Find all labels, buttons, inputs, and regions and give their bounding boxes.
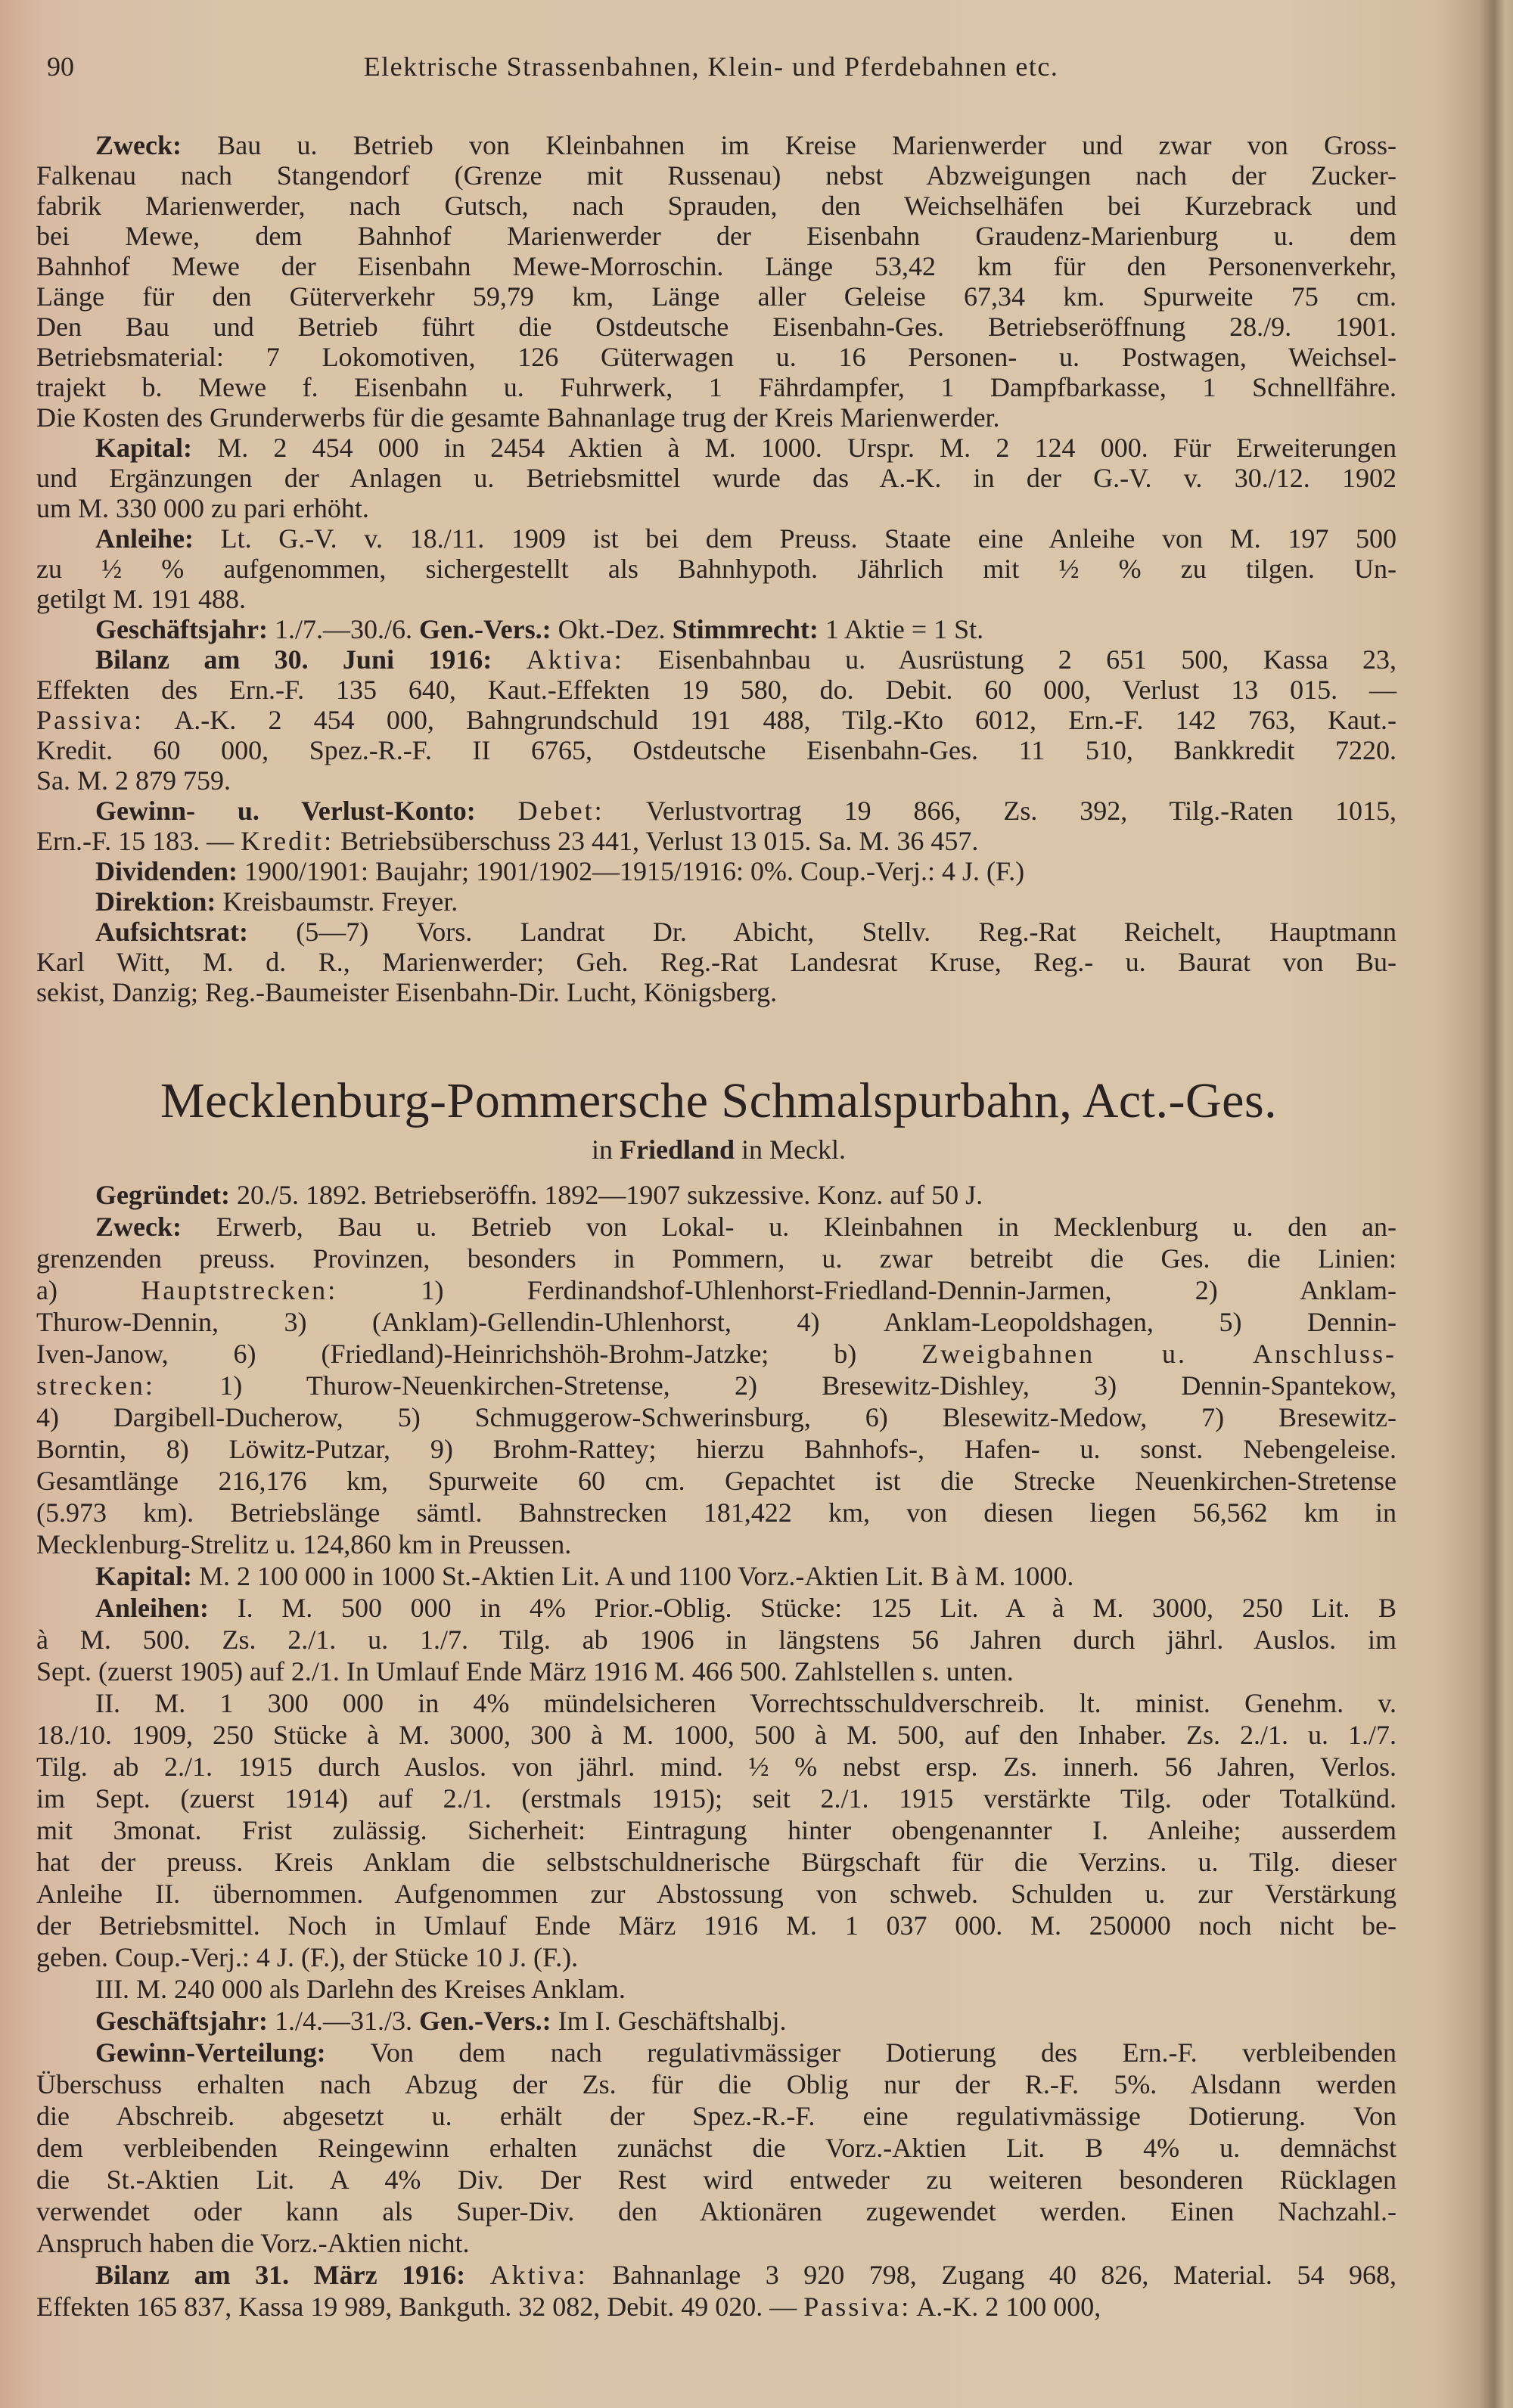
text-line — [36, 1274, 1396, 1306]
text-segment: I. M. 500 000 in 4% Prior.-Oblig. Stücke: 125 Lit. A à M. 3000, 250 Lit. B — [209, 1593, 1396, 1623]
text-segment: M. 2 100 000 in 1000 St.-Aktien Lit. A und 1100 Vorz.-Aktien Lit. B à M. 1000. — [192, 1561, 1074, 1591]
text-segment: Kreisbaumstr. Freyer. — [216, 886, 458, 917]
spaced-label: Debet: — [517, 796, 604, 826]
paragraph — [36, 2005, 1396, 2037]
text-line: 4) Dargibell-Ducherow, 5) Schmuggerow-Schwerinsburg, 6) Blesewitz-Medow, 7) Bresewitz- — [36, 1402, 1396, 1432]
text-line: Anleihe II. übernommen. Aufgenommen zur Abstossung von schweb. Schulden u. zur Verstärkung — [36, 1879, 1396, 1909]
spaced-label: Passiva: — [36, 705, 144, 735]
text-line: getilgt M. 191 488. — [36, 584, 246, 614]
paragraph — [36, 614, 1396, 644]
text-line — [36, 1560, 1396, 1592]
field-label: Gegründet: — [95, 1180, 230, 1210]
paragraph — [36, 1973, 1396, 2005]
field-label: Zweck: — [95, 1212, 182, 1242]
text-line: Tilg. ab 2./1. 1915 durch Auslos. von jährl. mind. ½ % nebst ersp. Zs. innerh. 56 Jahren, Verlos. — [36, 1752, 1396, 1782]
paragraph — [36, 796, 1396, 856]
field-label: Gewinn- u. Verlust-Konto: — [95, 796, 476, 826]
paragraph — [36, 1560, 1396, 1592]
spaced-label: Aktiva: — [489, 2260, 588, 2290]
spaced-label: Kredit: — [241, 826, 334, 856]
text-line: (5.973 km). Betriebslänge sämtl. Bahnstrecken 181,422 km, von diesen liegen 56,562 km in — [36, 1497, 1396, 1528]
text-line: sekist, Danzig; Reg.-Baumeister Eisenbahn-Dir. Lucht, Königsberg. — [36, 977, 778, 1007]
text-line: II. M. 1 300 000 in 4% mündelsicheren Vorrechtsschuldverschreib. lt. minist. Genehm. v. — [95, 1688, 1396, 1718]
text-segment: Im I. Geschäftshalbj. — [551, 2006, 787, 2036]
field-label: Anleihe: — [95, 523, 194, 554]
company-subtitle — [0, 1134, 1437, 1165]
text-line: die Abschreib. abgesetzt u. erhält der Spez.-R.-F. eine regulativmässige Dotierung. Von — [36, 2101, 1396, 2131]
text-line: à M. 500. Zs. 2./1. u. 1./7. Tilg. ab 1906 in längstens 56 Jahren durch jährl. Auslos. im — [36, 1624, 1396, 1655]
field-label: Friedland — [620, 1134, 735, 1165]
text-line — [36, 1179, 1396, 1211]
text-segment: Lt. G.-V. v. 18./11. 1909 ist bei dem Preuss. Staate eine Anleihe von M. 197 500 — [194, 523, 1396, 554]
text-segment: 1900/1901: Baujahr; 1901/1902—1915/1916: 0%. Coup.-Verj.: 4 J. (F.) — [238, 856, 1025, 886]
text-line — [36, 886, 1396, 917]
field-label: Gen.-Vers.: — [418, 614, 551, 644]
text-line — [36, 917, 1396, 947]
text-line: Falkenau nach Stangendorf (Grenze mit Russenau) nebst Abzweigungen nach der Zucker- — [36, 160, 1396, 191]
text-segment: 1./7.—30./6. — [267, 614, 419, 644]
text-line: Sept. (zuerst 1905) auf 2./1. In Umlauf Ende März 1916 M. 466 500. Zahlstellen s. unten. — [36, 1656, 1014, 1687]
text-segment: Bau u. Betrieb von Kleinbahnen im Kreise Marienwerder und zwar von Gross- — [181, 130, 1396, 160]
text-segment: a) — [36, 1275, 141, 1305]
text-line: Thurow-Dennin, 3) (Anklam)-Gellendin-Uhlenhorst, 4) Anklam-Leopoldshagen, 5) Dennin- — [36, 1307, 1396, 1337]
text-line: hat der preuss. Kreis Anklam die selbstschuldnerische Bürgschaft für die Verzins. u. Tilg. dieser — [36, 1847, 1396, 1877]
text-segment — [465, 2260, 490, 2290]
text-segment: in — [591, 1134, 620, 1165]
text-line: mit 3monat. Frist zulässig. Sicherheit: Eintragung hinter obengenannter I. Anleihe; ausserdem — [36, 1815, 1396, 1845]
text-segment: Okt.-Dez. — [551, 614, 673, 644]
text-line: 18./10. 1909, 250 Stücke à M. 3000, 300 à M. 1000, 500 à M. 500, auf den Inhaber. Zs. 2./1. u. 1./7. — [36, 1720, 1396, 1750]
text-line: Borntin, 8) Löwitz-Putzar, 9) Brohm-Rattey; hierzu Bahnhofs-, Hafen- u. sonst. Nebengeleise. — [36, 1434, 1396, 1464]
text-line: Karl Witt, M. d. R., Marienwerder; Geh. Reg.-Rat Landesrat Kruse, Reg.- u. Baurat von Bu- — [36, 947, 1396, 977]
field-label: Zweck: — [95, 130, 182, 160]
spaced-label: Hauptstrecken: — [141, 1275, 338, 1305]
text-segment: 1) Ferdinandshof-Uhlenhorst-Friedland-Dennin-Jarmen, 2) Anklam- — [337, 1275, 1397, 1305]
text-segment: Betriebsüberschuss 23 441, Verlust 13 015. Sa. M. 36 457. — [334, 826, 979, 856]
text-segment: Von dem nach regulativmässiger Dotierung des Ern.-F. verbleibenden — [325, 2037, 1396, 2068]
text-line — [36, 614, 1396, 644]
text-line — [36, 2259, 1396, 2291]
text-line — [36, 2291, 1396, 2323]
field-label: Gen.-Vers.: — [418, 2006, 551, 2036]
text-line: Mecklenburg-Strelitz u. 124,860 km in Preussen. — [36, 1529, 572, 1559]
field-label: Dividenden: — [95, 856, 238, 886]
text-line: geben. Coup.-Verj.: 4 J. (F.), der Stücke 10 J. (F.). — [36, 1942, 579, 1972]
text-line: bei Mewe, dem Bahnhof Marienwerder der Eisenbahn Graudenz-Marienburg u. dem — [36, 221, 1396, 251]
text-segment — [492, 644, 526, 675]
text-line: im Sept. (zuerst 1914) auf 2./1. (erstmals 1915); seit 2./1. 1915 verstärkte Tilg. oder Totalkünd. — [36, 1783, 1396, 1814]
spaced-label: Zweigbahnen u. Anschluss- — [921, 1339, 1396, 1369]
text-line — [36, 1370, 1396, 1401]
text-segment — [476, 796, 518, 826]
text-line: Überschuss erhalten nach Abzug der Zs. für die Oblig nur der R.-F. 5%. Alsdann werden — [36, 2069, 1396, 2099]
text-line: Betriebsmaterial: 7 Lokomotiven, 126 Güterwagen u. 16 Personen- u. Postwagen, Weichsel- — [36, 342, 1396, 372]
text-line: fabrik Marienwerder, nach Gutsch, nach Sprauden, den Weichselhäfen bei Kurzebrack und — [36, 191, 1396, 221]
text-line: dem verbleibenden Reingewinn erhalten zunächst die Vorz.-Aktien Lit. B 4% u. demnächst — [36, 2133, 1396, 2163]
paragraph — [36, 130, 1396, 433]
company-entry-mecklenburg-pommersche — [36, 1179, 1396, 2323]
paragraph — [36, 917, 1396, 1007]
text-line: Länge für den Güterverkehr 59,79 km, Länge aller Geleise 67,34 km. Spurweite 75 cm. — [36, 281, 1396, 312]
text-segment: M. 2 454 000 in 2454 Aktien à M. 1000. Urspr. M. 2 124 000. Für Erweiterungen — [192, 433, 1396, 463]
paragraph — [36, 886, 1396, 917]
text-segment: Iven-Janow, 6) (Friedland)-Heinrichshöh-Brohm-Jatzke; b) — [36, 1339, 922, 1369]
text-segment: in Meckl. — [735, 1134, 846, 1165]
text-line: die St.-Aktien Lit. A 4% Div. Der Rest wird entweder zu weiteren besonderen Rücklagen — [36, 2164, 1396, 2195]
paragraph — [36, 1592, 1396, 1687]
text-line — [36, 433, 1396, 463]
text-line: verwendet oder kann als Super-Div. den Aktionären zugewendet werden. Einen Nachzahl.- — [36, 2196, 1396, 2226]
paragraph — [36, 644, 1396, 796]
text-line — [36, 130, 1396, 160]
page-number: 90 — [47, 51, 74, 82]
field-label: Gewinn-Verteilung: — [95, 2037, 326, 2068]
company-title: Mecklenburg-Pommersche Schmalspurbahn, Act.-Ges. — [160, 1073, 1278, 1128]
field-label: Aufsichtsrat: — [95, 917, 248, 947]
paragraph — [36, 1687, 1396, 1973]
field-label: Kapital: — [95, 433, 193, 463]
running-title: Elektrische Strassenbahnen, Klein- und Pferdebahnen etc. — [363, 51, 1059, 82]
text-line: Gesamtlänge 216,176 km, Spurweite 60 cm. Gepachtet ist die Strecke Neuenkirchen-Stretense — [36, 1466, 1396, 1496]
text-line: und Ergänzungen der Anlagen u. Betriebsmittel wurde das A.-K. in der G.-V. v. 30./12. 1902 — [36, 463, 1396, 493]
field-label: Bilanz am 31. März 1916: — [95, 2260, 466, 2290]
text-line — [36, 1211, 1396, 1243]
text-segment: Effekten 165 837, Kassa 19 989, Bankguth. 32 082, Debit. 49 020. — — [36, 2292, 804, 2322]
spaced-label: strecken: — [36, 1370, 155, 1401]
field-label: Bilanz am 30. Juni 1916: — [95, 644, 492, 675]
text-line — [36, 523, 1396, 554]
field-label: Geschäftsjahr: — [95, 2006, 268, 2036]
text-line — [36, 826, 1396, 856]
text-line: um M. 330 000 zu pari erhöht. — [36, 493, 369, 523]
text-line: III. M. 240 000 als Darlehn des Kreises Anklam. — [95, 1974, 626, 2004]
text-segment: A.-K. 2 454 000, Bahngrundschuld 191 488, Tilg.-Kto 6012, Ern.-F. 142 763, Kaut.- — [144, 705, 1396, 735]
text-segment: Bahnanlage 3 920 798, Zugang 40 826, Material. 54 968, — [587, 2260, 1396, 2290]
text-line — [36, 2037, 1396, 2068]
text-line — [36, 856, 1396, 886]
text-segment: Ern.-F. 15 183. — — [36, 826, 241, 856]
text-line: Den Bau und Betrieb führt die Ostdeutsche Eisenbahn-Ges. Betriebseröffnung 28./9. 1901. — [36, 312, 1396, 342]
text-line: zu ½ % aufgenommen, sichergestellt als Bahnhypoth. Jährlich mit ½ % zu tilgen. Un- — [36, 554, 1396, 584]
paragraph — [36, 1179, 1396, 1211]
text-segment: Erwerb, Bau u. Betrieb von Lokal- u. Kleinbahnen in Mecklenburg u. den an- — [181, 1212, 1396, 1242]
paragraph — [36, 856, 1396, 886]
spaced-label: Aktiva: — [526, 644, 624, 675]
text-line: Kredit. 60 000, Spez.-R.-F. II 6765, Ostdeutsche Eisenbahn-Ges. 11 510, Bankkredit 7220. — [36, 735, 1396, 765]
text-line: Sa. M. 2 879 759. — [36, 765, 231, 796]
text-line — [36, 644, 1396, 675]
text-line: Anspruch haben die Vorz.-Aktien nicht. — [36, 2228, 470, 2258]
text-line: Die Kosten des Grunderwerbs für die gesamte Bahnanlage trug der Kreis Marienwerder. — [36, 402, 1000, 433]
text-segment: Verlustvortrag 19 866, Zs. 392, Tilg.-Raten 1015, — [604, 796, 1397, 826]
text-segment: 1./4.—31./3. — [267, 2006, 419, 2036]
text-line — [36, 2005, 1396, 2037]
text-line: trajekt b. Mewe f. Eisenbahn u. Fuhrwerk, 1 Fährdampfer, 1 Dampfbarkasse, 1 Schnellfähre. — [36, 372, 1396, 402]
field-label: Stimmrecht: — [672, 614, 819, 644]
paragraph — [36, 1211, 1396, 1560]
paragraph — [36, 433, 1396, 523]
text-line: grenzenden preuss. Provinzen, besonders in Pommern, u. zwar betreibt die Ges. die Linien: — [36, 1243, 1396, 1274]
text-line — [36, 705, 1396, 735]
spaced-label: Passiva: — [803, 2292, 912, 2322]
text-segment: 1) Thurow-Neuenkirchen-Stretense, 2) Bresewitz-Dishley, 3) Dennin-Spantekow, — [154, 1370, 1396, 1401]
text-line — [36, 1592, 1396, 1624]
text-line: Bahnhof Mewe der Eisenbahn Mewe-Morroschin. Länge 53,42 km für den Personenverkehr, — [36, 251, 1396, 281]
field-label: Geschäftsjahr: — [95, 614, 268, 644]
text-line: der Betriebsmittel. Noch in Umlauf Ende März 1916 M. 1 037 000. M. 250000 noch nicht be- — [36, 1910, 1396, 1941]
text-segment: A.-K. 2 100 000, — [911, 2292, 1101, 2322]
text-segment: 20./5. 1892. Betriebseröffn. 1892—1907 sukzessive. Konz. auf 50 J. — [229, 1180, 983, 1210]
text-line: Effekten des Ern.-F. 135 640, Kaut.-Effekten 19 580, do. Debit. 60 000, Verlust 13 015. — — [36, 675, 1396, 705]
field-label: Direktion: — [95, 886, 216, 917]
paragraph — [36, 2037, 1396, 2259]
paragraph — [36, 2259, 1396, 2323]
text-line — [36, 1338, 1396, 1370]
text-segment: 1 Aktie = 1 St. — [818, 614, 984, 644]
field-label: Kapital: — [95, 1561, 193, 1591]
paragraph — [36, 523, 1396, 614]
text-segment: (5—7) Vors. Landrat Dr. Abicht, Stellv. Reg.-Rat Reichelt, Hauptmann — [247, 917, 1396, 947]
field-label: Anleihen: — [95, 1593, 210, 1623]
text-segment: Eisenbahnbau u. Ausrüstung 2 651 500, Kassa 23, — [623, 644, 1396, 675]
company-entry-kleinbahnen-marienwerder — [36, 130, 1396, 1007]
text-line — [36, 796, 1396, 826]
